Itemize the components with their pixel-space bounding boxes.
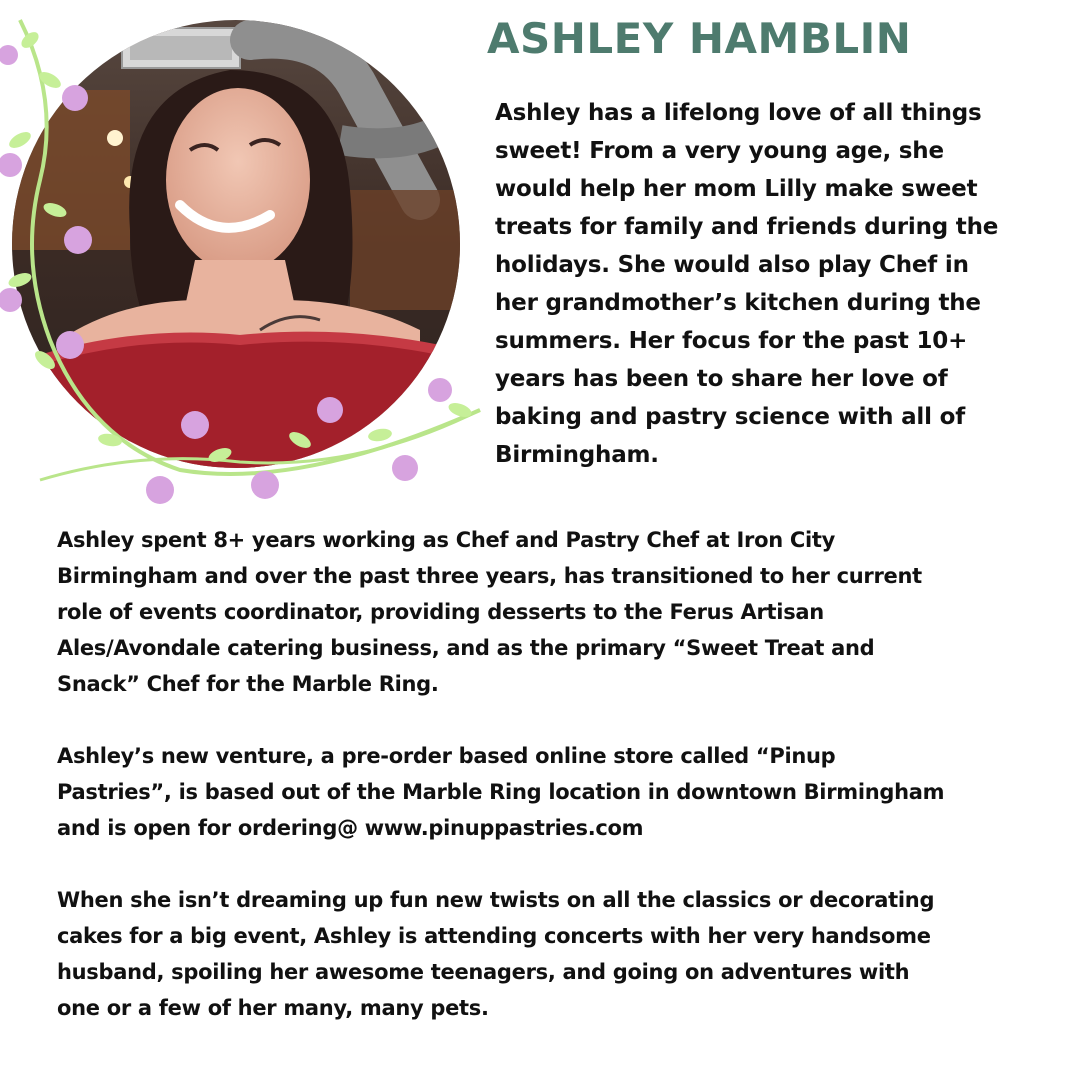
bio-line: sweet! From a very young age, she xyxy=(495,138,944,164)
venture-paragraph xyxy=(57,738,1057,846)
bio-line: holidays. She would also play Chef in xyxy=(495,252,969,278)
portrait-with-floral-frame xyxy=(0,0,490,510)
bio-line: one or a few of her many, many pets. xyxy=(57,996,489,1020)
bio-line: treats for family and friends during the xyxy=(495,214,999,240)
bio-line: her grandmother’s kitchen during the xyxy=(495,290,981,316)
personal-paragraph xyxy=(57,882,1057,1026)
bio-line: and is open for ordering@ www.pinuppastries.com xyxy=(57,816,644,840)
bio-line: Pastries”, is based out of the Marble Ring location in downtown Birmingham xyxy=(57,780,945,804)
bio-line: husband, spoiling her awesome teenagers, and going on adventures with xyxy=(57,960,910,984)
bio-intro-paragraph xyxy=(495,94,1055,474)
person-name-heading: ASHLEY HAMBLIN xyxy=(487,14,912,63)
bio-line: When she isn’t dreaming up fun new twists on all the classics or decorating xyxy=(57,888,935,912)
photo-content xyxy=(0,0,490,510)
bio-line: Birmingham and over the past three years, has transitioned to her current xyxy=(57,564,922,588)
bio-line: Ashley has a lifelong love of all things xyxy=(495,100,982,126)
bio-line: Ashley spent 8+ years working as Chef and Pastry Chef at Iron City xyxy=(57,528,836,552)
bio-line: years has been to share her love of xyxy=(495,366,948,392)
bio-line: Ales/Avondale catering business, and as the primary “Sweet Treat and xyxy=(57,636,875,660)
bio-line: cakes for a big event, Ashley is attending concerts with her very handsome xyxy=(57,924,931,948)
bio-line: Snack” Chef for the Marble Ring. xyxy=(57,672,439,696)
bio-line: Ashley’s new venture, a pre-order based online store called “Pinup xyxy=(57,744,836,768)
bio-line: Birmingham. xyxy=(495,442,659,468)
bio-line: role of events coordinator, providing desserts to the Ferus Artisan xyxy=(57,600,824,624)
bio-line: baking and pastry science with all of xyxy=(495,404,966,430)
career-paragraph xyxy=(57,522,1057,702)
portrait-photo xyxy=(0,0,490,510)
bio-line: summers. Her focus for the past 10+ xyxy=(495,328,968,354)
bio-line: would help her mom Lilly make sweet xyxy=(495,176,978,202)
